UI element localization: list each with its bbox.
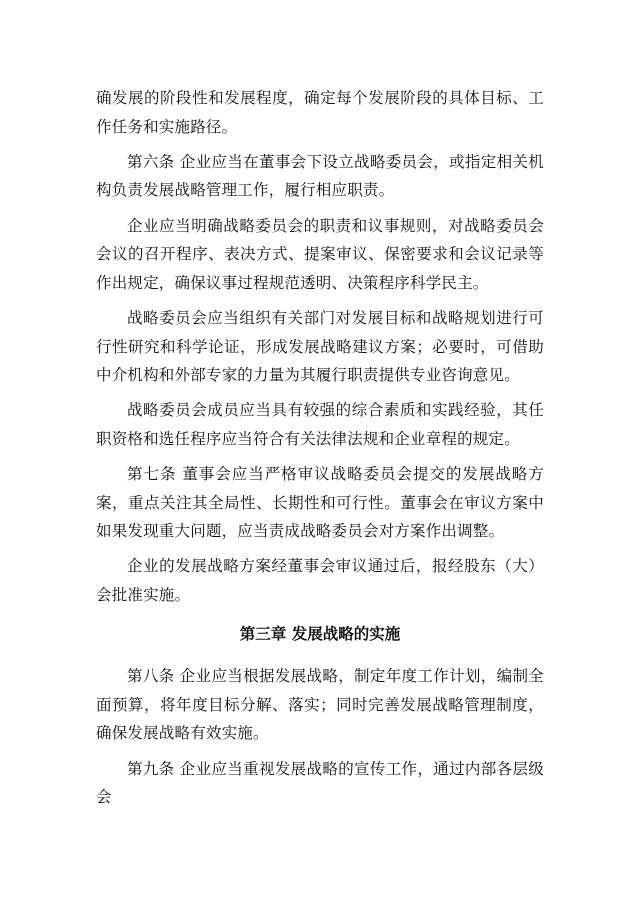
paragraph-committee-members: 战略委员会成员应当具有较强的综合素质和实践经验，其任职资格和选任程序应当符合有关法律法规和企业章程的规定。 <box>96 401 544 448</box>
chapter-heading: 第三章 发展战略的实施 <box>239 623 401 643</box>
paragraph-approval: 企业的发展战略方案经董事会审议通过后，报经股东（大）会批准实施。 <box>96 557 544 605</box>
paragraph-article-8: 第八条 企业应当根据发展战略，制定年度工作计划，编制全面预算，将年度目标分解、落实；同时完善发展战略管理制度，确保发展战略有效实施。 <box>96 667 544 743</box>
paragraph-committee-rules: 企业应当明确战略委员会的职责和议事规则，对战略委员会会议的召开程序、表决方式、提案审议、保密要求和会议记录等作出规定，确保议事过程规范透明、决策程序科学民主。 <box>96 216 544 292</box>
paragraph-committee-research: 战略委员会应当组织有关部门对发展目标和战略规划进行可行性研究和科学论证，形成发展战略建议方案；必要时，可借助中介机构和外部专家的力量为其履行职责提供专业咨询意见。 <box>96 308 544 385</box>
paragraph-continued: 确发展的阶段性和发展程度，确定每个发展阶段的具体目标、工作任务和实施路径。 <box>96 89 544 136</box>
paragraph-article-6: 第六条 企业应当在董事会下设立战略委员会，或指定相关机构负责发展战略管理工作，履行相应职责。 <box>96 152 544 200</box>
paragraph-article-9: 第九条 企业应当重视发展战略的宣传工作，通过内部各层级会 <box>96 759 544 807</box>
document-body <box>96 84 544 818</box>
paragraph-article-7: 第七条 董事会应当严格审议战略委员会提交的发展战略方案，重点关注其全局性、长期性和可行性。董事会在审议方案中如果发现重大问题，应当责成战略委员会对方案作出调整。 <box>96 465 544 541</box>
